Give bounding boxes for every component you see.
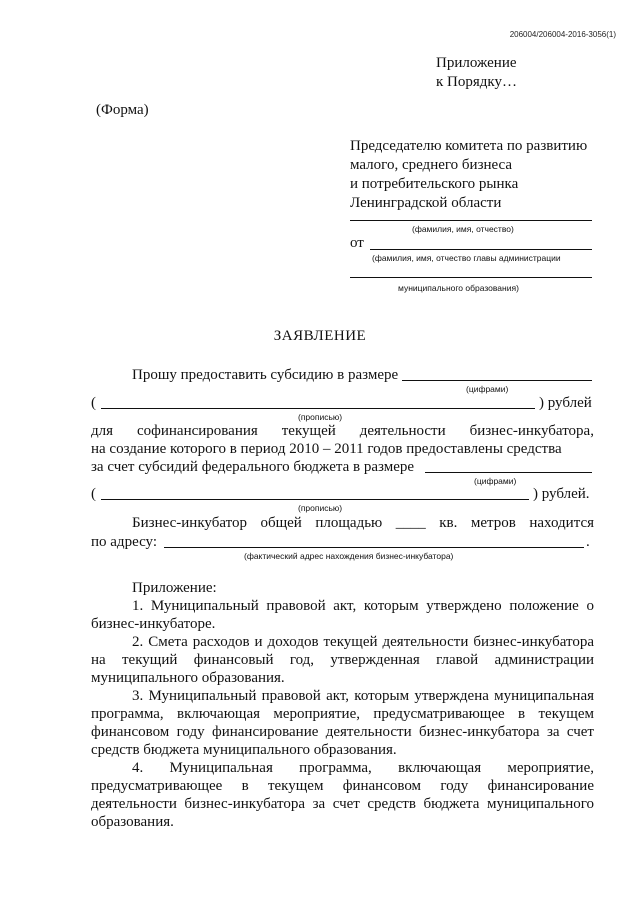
word: для — [91, 423, 114, 439]
rubles-label-2: ) рублей. — [533, 486, 590, 502]
amount-digits-line-2[interactable] — [425, 472, 592, 473]
rubles-label-1: ) рублей — [539, 395, 592, 411]
address-label: по адресу: — [91, 534, 158, 550]
amount-digits-hint-2: (цифрами) — [474, 476, 517, 486]
appendix-line-1: Приложение — [436, 55, 517, 71]
word: площадью — [315, 515, 383, 531]
document-title: ЗАЯВЛЕНИЕ — [273, 328, 367, 344]
open-paren-1: ( — [91, 395, 96, 411]
from-label: от — [350, 235, 364, 251]
amount-words-line-2[interactable] — [101, 499, 529, 500]
word: находится — [529, 515, 594, 531]
document-id: 206004/206004-2016-3056(1) — [509, 30, 616, 39]
attachment-item-1: 1. Муниципальный правовой акт, которым утверждено положение о бизнес-инкубаторе. — [91, 598, 594, 632]
amount-words-hint-1: (прописью) — [298, 412, 343, 422]
addressee-line-3: и потребительского рынка — [350, 176, 519, 192]
cofinancing-line-3: за счет субсидий федерального бюджета в размере — [91, 459, 415, 475]
attachment-item-3: 3. Муниципальный правовой акт, которым утверждена муниципальная программа, включающая мероприятие, предусматривающее в текущем финансовом году финансирование деятельности бизнес-инкубатора за счет средств бюджета муниципального образования. — [91, 688, 594, 758]
addressee-line-2: малого, среднего бизнеса — [350, 157, 513, 173]
word: Бизнес-инкубатор — [132, 515, 247, 531]
address-line[interactable] — [164, 547, 584, 548]
addressee-line-4: Ленинградской области — [350, 195, 502, 211]
word: метров — [470, 515, 516, 531]
word: деятельности — [359, 423, 446, 439]
area-line — [132, 514, 594, 532]
amount-words-line-1[interactable] — [101, 408, 535, 409]
chairman-name-line[interactable] — [350, 220, 592, 221]
address-dot: . — [586, 534, 590, 550]
cofinancing-line-2: на создание которого в период 2010 – 2011 годов предоставлены средства — [91, 441, 562, 457]
municipality-hint: муниципального образования) — [398, 283, 519, 293]
attachment-item-2: 2. Смета расходов и доходов текущей деятельности бизнес-инкубатора на текущий финансовый год, утвержденная главой администрации муниципального образования. — [91, 634, 594, 686]
amount-digits-line-1[interactable] — [402, 380, 592, 381]
chairman-name-hint: (фамилия, имя, отчество) — [412, 224, 514, 234]
amount-words-hint-2: (прописью) — [298, 503, 343, 513]
cofinancing-line-1 — [91, 422, 594, 440]
municipality-line[interactable] — [350, 277, 592, 278]
address-hint: (фактический адрес нахождения бизнес-инкубатора) — [244, 551, 454, 561]
attachment-item-4: 4. Муниципальная программа, включающая мероприятие, предусматривающее в текущем финансовом году финансирование деятельности бизнес-инкубатора за счет средств бюджета муниципального образования. — [91, 760, 594, 830]
head-name-line[interactable] — [370, 249, 592, 250]
word: текущей — [281, 423, 336, 439]
request-text: Прошу предоставить субсидию в размере — [132, 367, 399, 383]
amount-digits-hint-1: (цифрами) — [466, 384, 509, 394]
word: общей — [260, 515, 302, 531]
head-name-hint: (фамилия, имя, отчество главы администрации — [372, 253, 561, 263]
word: софинансирования — [136, 423, 258, 439]
area-blank[interactable]: ____ — [395, 515, 426, 531]
addressee-line-1: Председателю комитета по развитию — [350, 138, 588, 154]
form-label: (Форма) — [96, 102, 149, 118]
appendix-line-2: к Порядку… — [436, 74, 517, 90]
word: кв. — [439, 515, 458, 531]
attachments-heading: Приложение: — [132, 580, 217, 596]
word: бизнес-инкубатора, — [469, 423, 594, 439]
open-paren-2: ( — [91, 486, 96, 502]
